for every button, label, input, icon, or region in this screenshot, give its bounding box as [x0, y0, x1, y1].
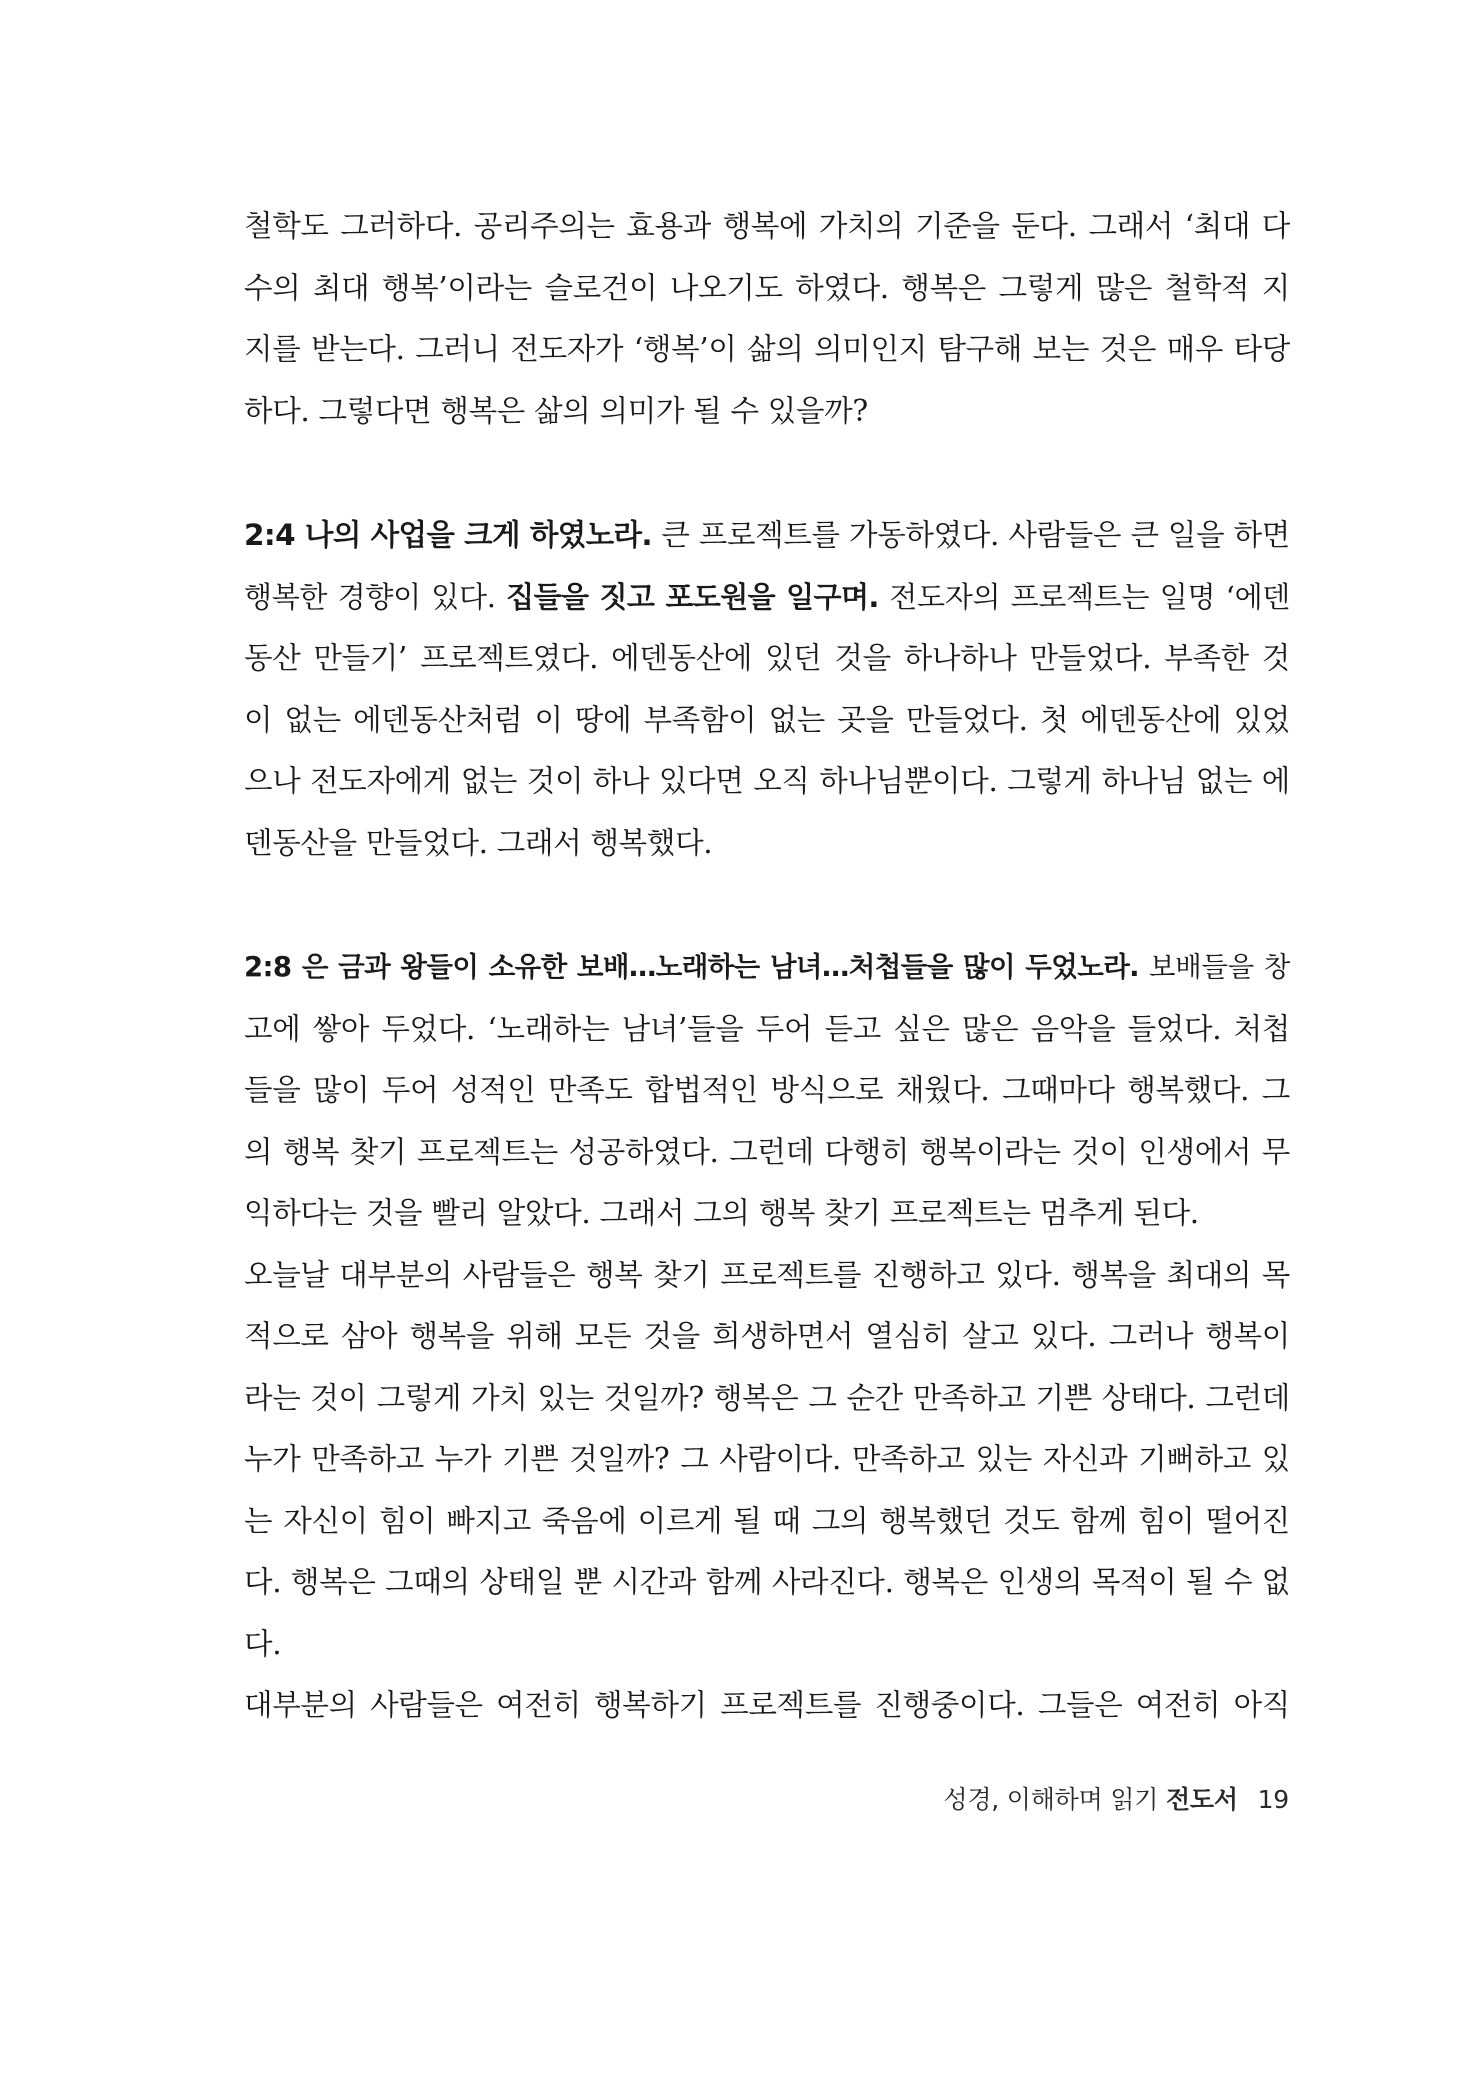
text-line	[244, 937, 1290, 999]
text-line: 하다. 그렇다면 행복은 삶의 의미가 될 수 있을까?	[244, 393, 868, 428]
text-line: 의 행복 찾기 프로젝트는 성공하였다. 그런데 다행히 행복이라는 것이 인생에서 무	[244, 1134, 1290, 1169]
text-line: 덴동산을 만들었다. 그래서 행복했다.	[244, 825, 713, 860]
text-line: 으나 전도자에게 없는 것이 하나 있다면 오직 하나님뿐이다. 그렇게 하나님 없는 에	[244, 764, 1290, 798]
text-line: 라는 것이 그렇게 가치 있는 것일까? 행복은 그 순간 만족하고 기쁜 상태다. 그런데	[244, 1380, 1290, 1415]
text-line: 이 없는 에덴동산처럼 이 땅에 부족함이 없는 곳을 만들었다. 첫 에덴동산에 있었	[244, 702, 1290, 737]
footer-book-name: 전도서	[1165, 1785, 1238, 1814]
verse-quote: 집들을 짓고 포도원을 일구며.	[506, 579, 879, 614]
verse-reference: 2:4 나의 사업을 크게 하였노라.	[244, 518, 653, 552]
footer-title: 성경, 이해하며 읽기	[943, 1785, 1159, 1814]
text-line: 지를 받는다. 그러니 전도자가 ‘행복’이 삶의 의미인지 탐구해 보는 것은 매우 타당	[244, 332, 1290, 366]
text-line: 대부분의 사람들은 여전히 행복하기 프로젝트를 진행중이다. 그들은 여전히 아직	[244, 1688, 1290, 1722]
text-line: 동산 만들기’ 프로젝트였다. 에덴동산에 있던 것을 하나하나 만들었다. 부족한 것	[244, 641, 1290, 675]
text-line: 다.	[244, 1626, 282, 1661]
paragraph	[244, 505, 1290, 874]
text-line: 다. 행복은 그때의 상태일 뿐 시간과 함께 사라진다. 행복은 인생의 목적이 될 수 없	[244, 1565, 1290, 1599]
text-line: 오늘날 대부분의 사람들은 행복 찾기 프로젝트를 진행하고 있다. 행복을 최대의 목	[244, 1257, 1290, 1292]
text-line	[244, 567, 1290, 629]
text-line: 철학도 그러하다. 공리주의는 효용과 행복에 가치의 기준을 둔다. 그래서 ‘최대 다	[244, 209, 1290, 243]
text-line: 고에 쌓아 두었다. ‘노래하는 남녀’들을 두어 듣고 싶은 많은 음악을 들었다. 처첩	[244, 1011, 1290, 1046]
page-number: 19	[1257, 1785, 1289, 1814]
paragraph	[244, 196, 1290, 442]
text-line: 적으로 삼아 행복을 위해 모든 것을 희생하면서 열심히 살고 있다. 그러나 행복이	[244, 1319, 1290, 1353]
text-run: 전도자의 프로젝트는 일명 ‘에덴	[878, 579, 1291, 614]
paragraph	[244, 937, 1290, 1737]
page-body	[244, 196, 1290, 1737]
text-line: 수의 최대 행복’이라는 슬로건이 나오기도 하였다. 행복은 그렇게 많은 철학적 지	[244, 270, 1290, 305]
text-run: 행복한 경향이 있다.	[244, 579, 507, 614]
text-line: 는 자신이 힘이 빠지고 죽음에 이르게 될 때 그의 행복했던 것도 함께 힘이 떨어진	[244, 1503, 1290, 1538]
page-footer	[943, 1780, 1289, 1816]
text-line	[244, 505, 1290, 567]
text-run: 큰 프로젝트를 가동하였다. 사람들은 큰 일을 하면	[652, 518, 1290, 552]
verse-reference: 2:8 은 금과 왕들이 소유한 보배…노래하는 남녀…처첩들을 많이 두었노라.	[244, 951, 1140, 983]
text-line: 들을 많이 두어 성적인 만족도 합법적인 방식으로 채웠다. 그때마다 행복했다. 그	[244, 1073, 1290, 1107]
text-line: 누가 만족하고 누가 기쁜 것일까? 그 사람이다. 만족하고 있는 자신과 기뻐하고 있	[244, 1442, 1290, 1476]
text-run: 보배들을 창	[1139, 951, 1290, 983]
text-line: 익하다는 것을 빨리 알았다. 그래서 그의 행복 찾기 프로젝트는 멈추게 된다.	[244, 1196, 1199, 1230]
